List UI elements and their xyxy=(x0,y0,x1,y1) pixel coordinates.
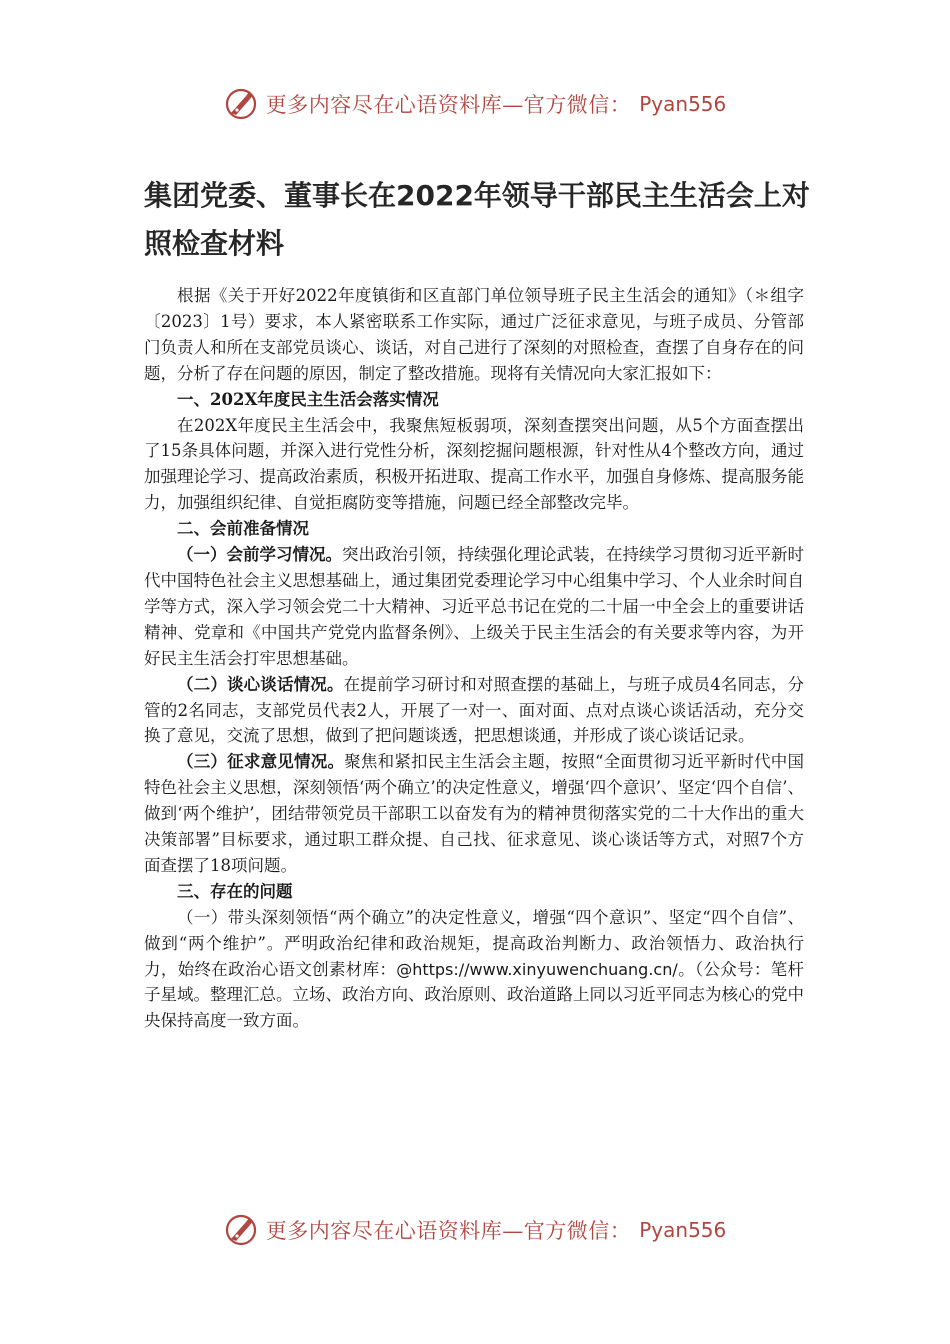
intro-paragraph: 根据《关于开好2022年度镇街和区直部门单位领导班子民主生活会的通知》（＊组字〔2023〕1号）要求，本人紧密联系工作实际，通过广泛征求意见，与班子成员、分管部门负责人和所在支部党员谈心、谈话，对自己进行了深刻的对照检查，查摆了自身存在的问题，分析了存在问题的原因，制定了整改措施。现将有关情况向大家汇报如下： xyxy=(144,286,804,383)
section-3-paragraph xyxy=(144,905,804,1035)
pen-nib-icon xyxy=(224,87,258,121)
footer-watermark-banner xyxy=(0,1210,950,1250)
subsection-text: 聚焦和紧扣民主生活会主题，按照“全面贯彻习近平新时代中国特色社会主义思想，深刻领悟‘两个确立’的决定性意义，增强‘四个意识’、坚定‘四个自信’、做到‘两个维护’，团结带领党员干部职工以奋发有为的精神贯彻落实党的二十大作出的重大决策部署”目标要求，通过职工群众提、自己找、征求意见、谈心谈话等方式，对照7个方面查摆了18项问题。 xyxy=(144,752,805,875)
document-title: 集团党委、董事长在2022年领导干部民主生活会上对照检查材料 xyxy=(144,179,810,260)
banner-text: 更多内容尽在心语资料库—官方微信： xyxy=(265,93,632,117)
section-heading-2: 二、会前准备情况 xyxy=(177,519,309,539)
section-heading-3: 三、存在的问题 xyxy=(177,881,293,901)
section-1-paragraph: 在202X年度民主生活会中，我聚焦短板弱项，深刻查摆突出问题，从5个方面查摆出了15条具体问题，并深入进行党性分析，深刻挖掘问题根源，针对性从4个整改方向，通过加强理论学习、提高政治素质，积极开拓进取、提高工作水平，加强自身修炼、提高服务能力，加强组织纪律、自觉拒腐防变等措施，问题已经全部整改完毕。 xyxy=(144,415,804,513)
subsection-paragraph xyxy=(144,542,804,672)
banner-wechat-id: Pyan556 xyxy=(639,92,727,116)
subsection-paragraph xyxy=(144,749,804,879)
subsection-paragraph xyxy=(144,672,804,750)
subsection-lead: （二）谈心谈话情况。 xyxy=(177,674,344,694)
problem-text-a: （一）带头深刻领悟“两个确立”的决定性意义，增强“四个意识”、坚定“四个自信”、做到“两个维护”。严明政治纪律和政治规矩，提高政治判断力、政治领悟力、政治执行力，始终在政治心语文创素材库： xyxy=(144,907,804,979)
subsection-text: 突出政治引领，持续强化理论武装，在持续学习贯彻习近平新时代中国特色社会主义思想基础上，通过集团党委理论学习中心组集中学习、个人业余时间自学等方式，深入学习领会党二十大精神、习近平总书记在党的二十届一中全会上的重要讲话精神、党章和《中国共产党党内监督条例》、上级关于民主生活会的有关要求等内容，为开好民主生活会打牢思想基础。 xyxy=(144,545,804,668)
source-url-link[interactable]: @https://www.xinyuwenchuang.cn/ xyxy=(396,959,678,979)
section-heading-1: 一、202X年度民主生活会落实情况 xyxy=(177,389,439,409)
subsection-lead: （三）征求意见情况。 xyxy=(177,752,345,772)
pen-nib-icon xyxy=(224,1213,258,1247)
problem-text-b: 。（公众号：笔杆子星域。整理汇总。立场、政治方向、政治原则、政治道路上同以习近平同志为核心的党中央保持高度一致方面。 xyxy=(144,959,804,1031)
document-body xyxy=(144,283,804,1034)
subsection-lead: （一）会前学习情况。 xyxy=(177,545,342,565)
banner-wechat-id: Pyan556 xyxy=(639,1218,727,1242)
banner-text: 更多内容尽在心语资料库—官方微信： xyxy=(265,1219,632,1243)
header-watermark-banner xyxy=(0,84,950,124)
subsection-text: 在提前学习研讨和对照查摆的基础上，与班子成员4名同志，分管的2名同志，支部党员代表2人，开展了一对一、面对面、点对点谈心谈话活动，充分交换了意见，交流了思想，做到了把问题谈透，把思想谈通，并形成了谈心谈话记录。 xyxy=(144,674,805,746)
